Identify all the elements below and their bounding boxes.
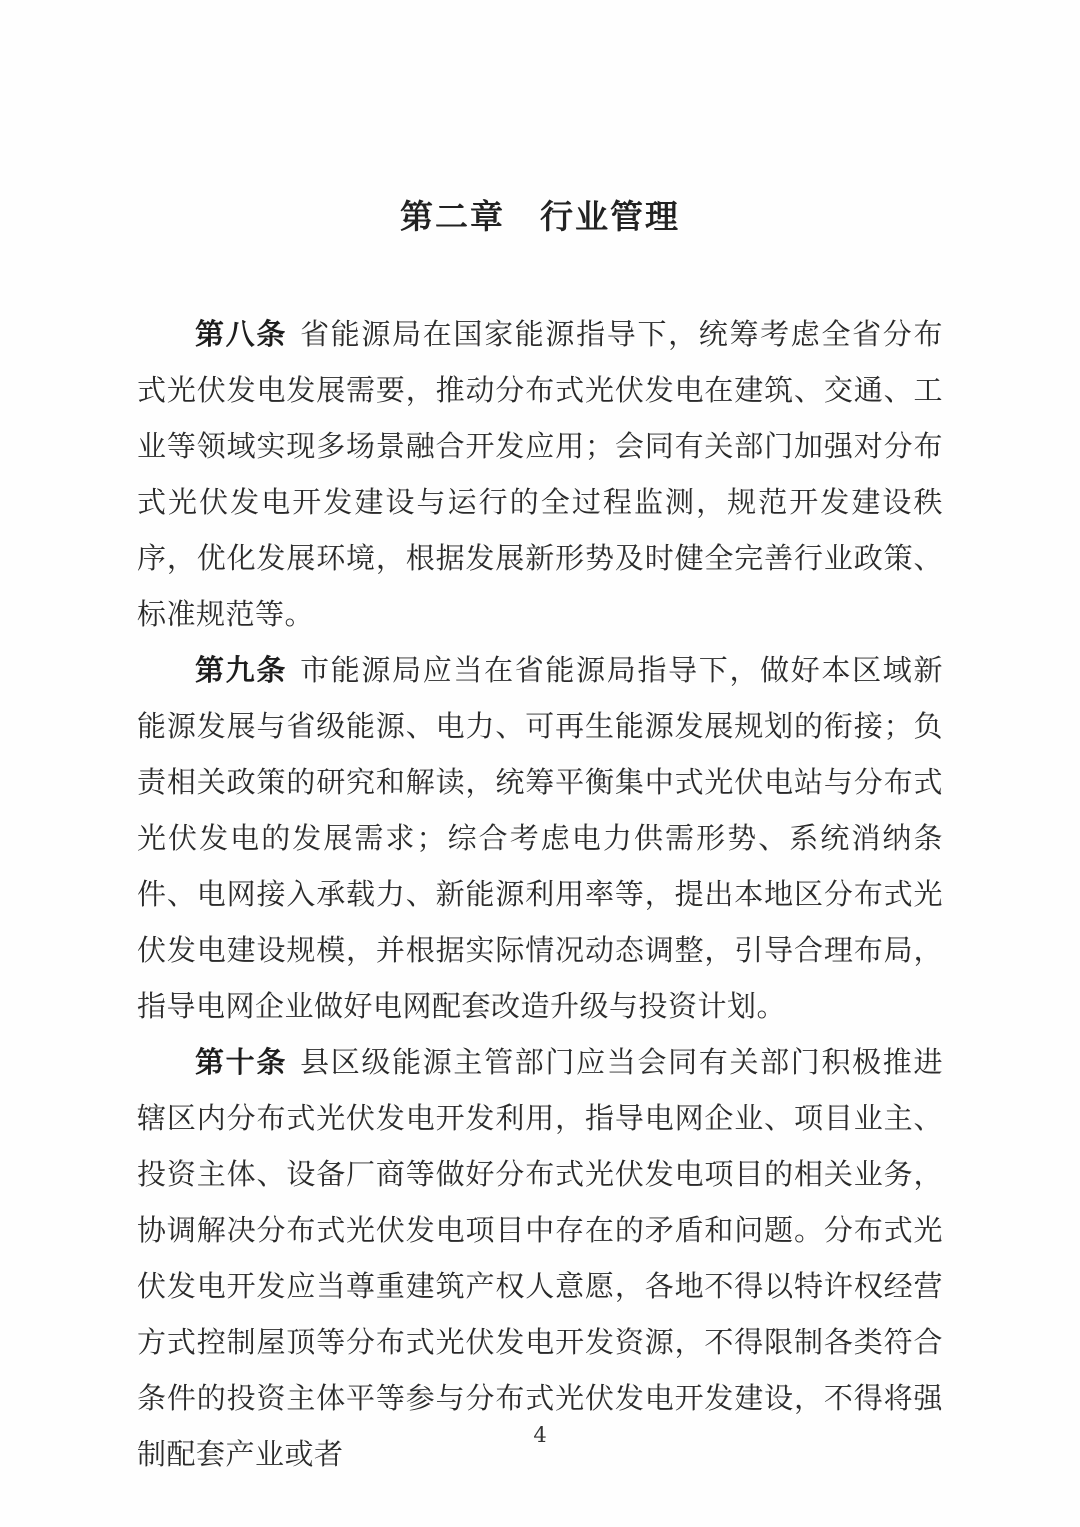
chapter-title: 第二章 行业管理 bbox=[400, 197, 680, 236]
article-text-8: 省能源局在国家能源指导下，统筹考虑全省分布式光伏发电发展需要，推动分布式光伏发电在建筑、交通、工业等领域实现多场景融合开发应用；会同有关部门加强对分布式光伏发电开发建设与运行的全过程监测，规范开发建设秩序，优化发展环境，根据发展新形势及时健全完善行业政策、标准规范等。 bbox=[137, 317, 943, 631]
article-label-9: 第九条 bbox=[195, 653, 288, 687]
article-text-10: 县区级能源主管部门应当会同有关部门积极推进辖区内分布式光伏发电开发利用，指导电网企业、项目业主、投资主体、设备厂商等做好分布式光伏发电项目的相关业务，协调解决分布式光伏发电项目中存在的矛盾和问题。分布式光伏发电开发应当尊重建筑产权人意愿，各地不得以特许权经营方式控制屋顶等分布式光伏发电开发资源，不得限制各类符合条件的投资主体平等参与分布式光伏发电开发建设，不得将强制配套产业或者 bbox=[137, 1045, 943, 1471]
page-number: 4 bbox=[533, 1423, 547, 1447]
page-body bbox=[0, 306, 1080, 1482]
article-label-10: 第十条 bbox=[195, 1045, 288, 1079]
article-paragraph-8 bbox=[137, 306, 943, 642]
article-label-8: 第八条 bbox=[195, 317, 288, 351]
article-text-9: 市能源局应当在省能源局指导下，做好本区域新能源发展与省级能源、电力、可再生能源发展规划的衔接；负责相关政策的研究和解读，统筹平衡集中式光伏电站与分布式光伏发电的发展需求；综合考虑电力供需形势、系统消纳条件、电网接入承载力、新能源利用率等，提出本地区分布式光伏发电建设规模，并根据实际情况动态调整，引导合理布局，指导电网企业做好电网配套改造升级与投资计划。 bbox=[137, 653, 943, 1023]
article-paragraph-10 bbox=[137, 1034, 943, 1482]
article-paragraph-9 bbox=[137, 642, 943, 1034]
